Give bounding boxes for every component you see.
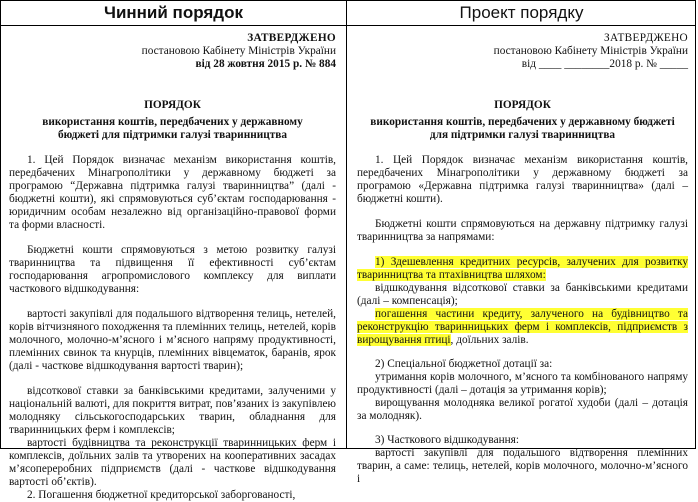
section-1-heading	[357, 256, 688, 282]
document-title	[357, 99, 688, 142]
draft-procedure-text	[347, 26, 696, 486]
approval-date: від 28 жовтня 2015 р. № 884	[195, 58, 336, 70]
approval-title: ЗАТВЕРДЖЕНО	[604, 32, 688, 44]
paragraph: 1. Цей Порядок визначає механізм використання коштів, передбачених Мінагрополітики у державному бюджеті за програмою «Державна підтримка галузі тваринництва» (далі – бюджетні кошти).	[357, 154, 688, 205]
paragraph: вартості будівництва та реконструкції тваринницьких ферм і комплексів, доїльних залів та утворених на кооперативних засадах м’ясопереробних підприємств (далі - часткове відшкодування вартості об’єктів).	[9, 437, 336, 488]
highlight: підприємств з вирощування птиці	[357, 321, 688, 346]
column-header-current: Чинний порядок	[1, 1, 346, 26]
paragraph: вартості закупівлі для подальшого відтворення племінних тварин, а саме: телиць, нетелей, корів молочного, молочно-м’ясного і	[357, 447, 688, 485]
approval-stamp	[9, 32, 336, 71]
current-procedure-column	[1, 1, 347, 501]
paragraph: 2. Погашення бюджетної кредиторської заборгованості,	[27, 489, 296, 501]
paragraph: відшкодування відсоткової ставки за банківськими кредитами (далі – компенсація);	[357, 282, 688, 307]
text-run: , доїльних залів.	[450, 334, 529, 346]
paragraph: Бюджетні кошти спрямовуються на державну підтримку галузі тваринництва за напрямами:	[357, 218, 688, 243]
approval-authority: постановою Кабінету Міністрів України	[493, 45, 688, 57]
column-header-draft: Проект порядку	[347, 1, 696, 26]
paragraph: вирощування молодняка великої рогатої худоби (далі – дотація за молодняк).	[357, 397, 688, 422]
title-line: використання коштів, передбачених у державному	[42, 116, 303, 128]
paragraph: вартості закупівлі для подальшого відтворення телиць, нетелей, корів вітчизняного походження та племінних телиць, нетелей, корів молочного, молочно-м’ясного і м’ясного напряму продуктивності, племінних свинок та кнурців, племінних вівцематок, баранів, ярок (далі - часткове відшкодування вартості тварин);	[9, 308, 336, 372]
section-2-heading: 2) Спеціальної бюджетної дотації за:	[375, 358, 553, 370]
title-line: для підтримки галузі тваринництва	[429, 129, 616, 141]
approval-date: від ____ ________2018 р. № _____	[521, 58, 688, 70]
highlight: птахівництва шляхом:	[438, 269, 546, 281]
title-word: ПОРЯДОК	[494, 99, 551, 111]
title-line: бюджеті для підтримки галузі тваринництва	[57, 129, 288, 141]
highlight: 1) Здешевлення кредитних ресурсів, залучених для розвитку тваринництва та	[357, 256, 688, 281]
section-3-heading: 3) Часткового відшкодування:	[375, 434, 520, 446]
approval-authority: постановою Кабінету Міністрів України	[141, 45, 336, 57]
document-title	[9, 99, 336, 142]
paragraph: утримання корів молочного, м’ясного та комбінованого напряму продуктивності (далі – дотація за утримання корів);	[357, 371, 688, 396]
paragraph: 1. Цей Порядок визначає механізм використання коштів, передбачених Мінагрополітики у державному бюджеті за програмою “Державна підтримка галузі тваринництва” (далі - бюджетні кошти), які спрямовуються суб’єктам господарювання - юридичним особам незалежно від організаційно-правової форми та форми власності.	[9, 154, 336, 231]
current-procedure-text	[1, 26, 346, 502]
draft-procedure-column	[347, 1, 696, 485]
paragraph	[357, 308, 688, 347]
title-line: використання коштів, передбачених у державному бюджеті	[370, 116, 675, 128]
paragraph: Бюджетні кошти спрямовуються з метою розвитку галузі тваринництва та підвищення її ефективності суб’єктам господарювання агропромислового комплексу для виплати часткового відшкодування:	[9, 244, 336, 295]
paragraph: відсоткової ставки за банківськими кредитами, залученими у національній валюті, для покриття витрат, пов’язаних із закупівлею молодняку сільськогосподарських тварин, обладнання для тваринницьких ферм і комплексів;	[9, 385, 336, 436]
approval-title: ЗАТВЕРДЖЕНО	[247, 32, 336, 44]
approval-stamp	[357, 32, 688, 71]
highlight: погашення частини кредиту, залученого на будівництво та реконструкцію тваринницьких ферм і комплексів,	[357, 308, 688, 333]
title-word: ПОРЯДОК	[144, 99, 201, 111]
